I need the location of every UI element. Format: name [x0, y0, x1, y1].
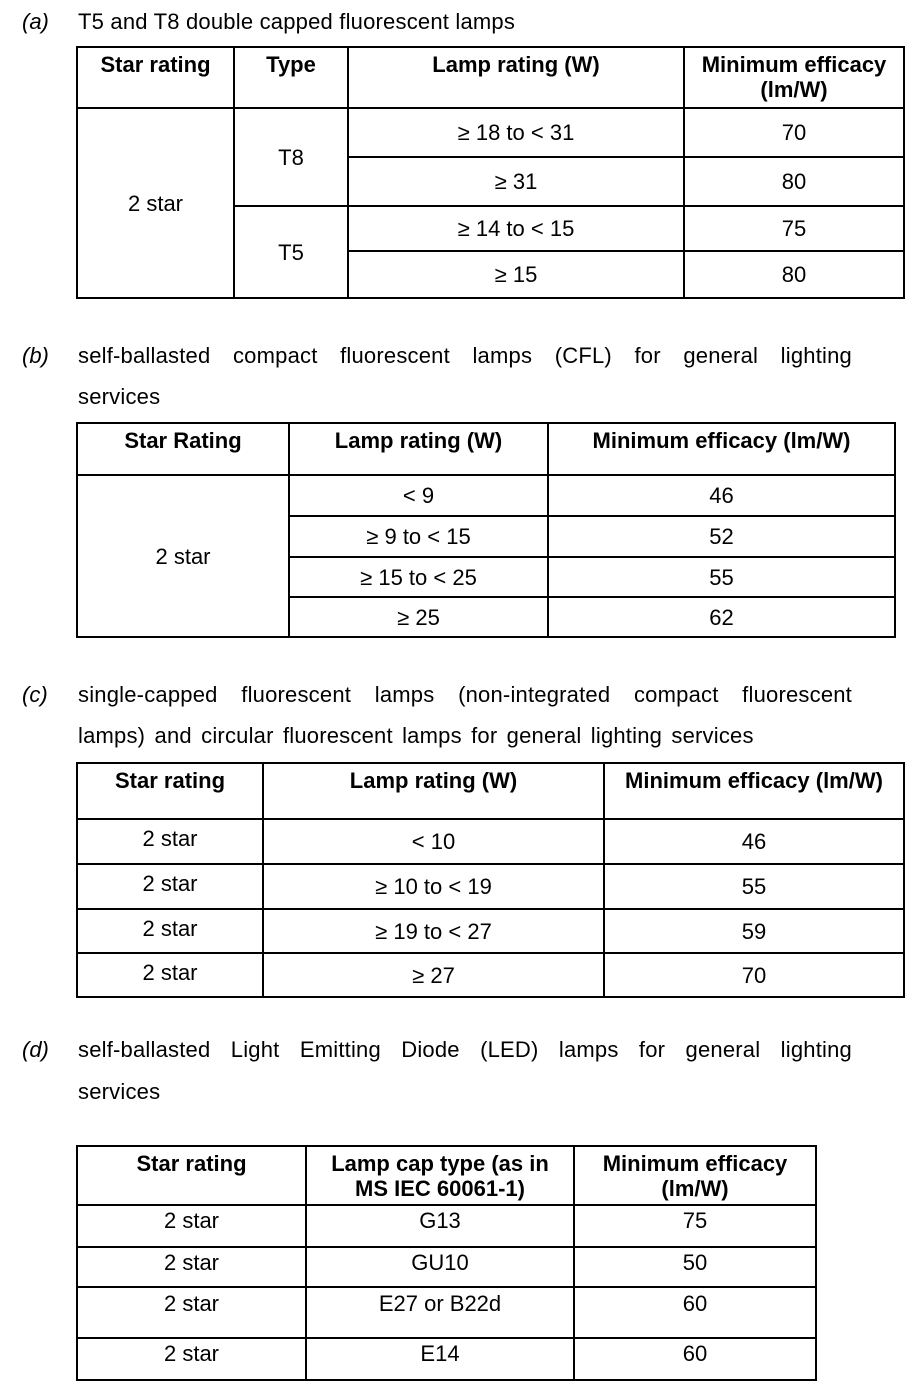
cap-type-cell: E27 or B22d	[306, 1287, 574, 1338]
lamp-rating-cell: ≥ 27	[263, 953, 604, 997]
lamp-rating-cell: ≥ 15 to < 25	[289, 557, 548, 597]
efficacy-cell: 55	[604, 864, 904, 909]
header-star-rating: Star rating	[77, 1146, 306, 1205]
type-cell: T8	[234, 108, 348, 206]
header-lamp-rating: Lamp rating (W)	[263, 763, 604, 819]
efficacy-cell: 62	[548, 597, 895, 637]
header-type: Type	[234, 47, 348, 108]
section-b-label: (b)	[22, 343, 49, 368]
lamp-rating-cell: < 9	[289, 475, 548, 516]
header-min-efficacy: Minimum efficacy (lm/W)	[574, 1146, 816, 1205]
header-star-rating: Star rating	[77, 763, 263, 819]
section-c-title-line1: single-capped fluorescent lamps (non-integrated compact fluorescent	[78, 682, 852, 707]
table-d	[76, 1145, 817, 1381]
section-b-title-line1: self-ballasted compact fluorescent lamps (CFL) for general lighting	[78, 343, 852, 368]
header-lamp-rating: Lamp rating (W)	[348, 47, 684, 108]
efficacy-cell: 52	[548, 516, 895, 557]
header-star-rating: Star rating	[77, 47, 234, 108]
section-a-title: T5 and T8 double capped fluorescent lamps	[78, 9, 516, 34]
lamp-rating-cell: ≥ 31	[348, 157, 684, 206]
table-row	[77, 864, 904, 909]
star-rating-cell: 2 star	[77, 1287, 306, 1338]
efficacy-cell: 60	[574, 1287, 816, 1338]
table-row	[77, 1205, 816, 1247]
star-rating-cell: 2 star	[77, 864, 263, 909]
lamp-rating-cell: < 10	[263, 819, 604, 864]
lamp-rating-cell: ≥ 9 to < 15	[289, 516, 548, 557]
efficacy-cell: 75	[684, 206, 904, 251]
cap-type-cell: G13	[306, 1205, 574, 1247]
star-rating-cell: 2 star	[77, 1247, 306, 1287]
header-lamp-cap-type: Lamp cap type (as in MS IEC 60061-1)	[306, 1146, 574, 1205]
table-row	[77, 1338, 816, 1380]
efficacy-cell: 59	[604, 909, 904, 953]
table-a	[76, 46, 905, 299]
table-row	[77, 953, 904, 997]
efficacy-cell: 46	[604, 819, 904, 864]
table-row	[77, 819, 904, 864]
star-rating-cell: 2 star	[77, 1338, 306, 1380]
lamp-rating-cell: ≥ 10 to < 19	[263, 864, 604, 909]
star-rating-cell: 2 star	[77, 1205, 306, 1247]
efficacy-cell: 80	[684, 251, 904, 298]
efficacy-cell: 50	[574, 1247, 816, 1287]
header-lamp-rating: Lamp rating (W)	[289, 423, 548, 475]
star-rating-cell: 2 star	[77, 475, 289, 637]
table-row	[77, 1287, 816, 1338]
efficacy-cell: 46	[548, 475, 895, 516]
header-min-efficacy: Minimum efficacy (lm/W)	[684, 47, 904, 108]
section-b-title-line2: services	[78, 384, 161, 409]
table-row	[77, 909, 904, 953]
cap-type-cell: GU10	[306, 1247, 574, 1287]
star-rating-cell: 2 star	[77, 909, 263, 953]
lamp-rating-cell: ≥ 15	[348, 251, 684, 298]
section-d-label: (d)	[22, 1037, 49, 1062]
lamp-rating-cell: ≥ 19 to < 27	[263, 909, 604, 953]
star-rating-cell: 2 star	[77, 953, 263, 997]
table-row	[77, 475, 895, 516]
section-c-title-line2: lamps) and circular fluorescent lamps for general lighting services	[78, 723, 754, 748]
efficacy-cell: 70	[684, 108, 904, 157]
section-d-title-line2: services	[78, 1079, 161, 1104]
table-row	[77, 1247, 816, 1287]
section-a-label: (a)	[22, 9, 49, 34]
table-c	[76, 762, 905, 998]
efficacy-cell: 75	[574, 1205, 816, 1247]
header-min-efficacy: Minimum efficacy (lm/W)	[604, 763, 904, 819]
header-min-efficacy: Minimum efficacy (lm/W)	[548, 423, 895, 475]
cap-type-cell: E14	[306, 1338, 574, 1380]
section-d-title-line1: self-ballasted Light Emitting Diode (LED) lamps for general lighting	[78, 1037, 852, 1062]
lamp-rating-cell: ≥ 14 to < 15	[348, 206, 684, 251]
type-cell: T5	[234, 206, 348, 298]
lamp-rating-cell: ≥ 18 to < 31	[348, 108, 684, 157]
lamp-rating-cell: ≥ 25	[289, 597, 548, 637]
efficacy-cell: 60	[574, 1338, 816, 1380]
efficacy-cell: 80	[684, 157, 904, 206]
star-rating-cell: 2 star	[77, 108, 234, 298]
section-c-label: (c)	[22, 682, 48, 707]
table-row	[77, 108, 904, 157]
efficacy-cell: 70	[604, 953, 904, 997]
efficacy-cell: 55	[548, 557, 895, 597]
header-star-rating: Star Rating	[77, 423, 289, 475]
table-b	[76, 422, 896, 638]
star-rating-cell: 2 star	[77, 819, 263, 864]
